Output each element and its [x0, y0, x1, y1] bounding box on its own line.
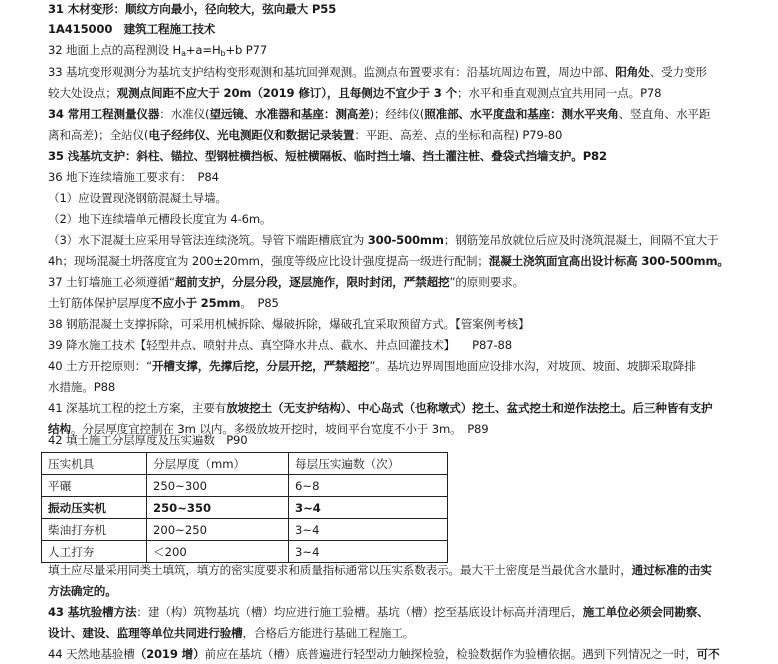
table-row [42, 497, 448, 519]
text: ；钢筋笼吊放就位后应及时浇筑混凝土，间隔不宜大于 [443, 233, 719, 247]
text: ，合格后方能进行基础工程施工。 [242, 626, 415, 640]
item-36 [48, 167, 219, 187]
bold-text: 设计、建设、监理等单位共同进行验槽 [48, 626, 243, 640]
text: 前应在基坑（槽）底普遍进行轻型动力触探检验，检验数据作为验槽依据。遇到下列情况之一时， [204, 647, 697, 661]
text: 37 土钉墙施工必须遵循“ [48, 275, 175, 289]
table-cell: 平碾 [42, 475, 147, 497]
table-header-cell: 分层厚度（mm） [147, 453, 289, 475]
subscript-b: b [220, 49, 226, 58]
item-42 [48, 430, 248, 450]
table-cell: 振动压实机 [42, 497, 147, 519]
text: ；水平和垂直观测点宜共用同一点。P78 [456, 86, 662, 100]
table-cell: 6~8 [289, 475, 448, 497]
item-36-2-text: （2）地下连续墙单元槽段长度宜为 4-6m。 [48, 212, 272, 226]
fill-note-line2 [48, 581, 117, 601]
text: 、竖直角、水平距 [618, 107, 711, 121]
item-35-text: 35 浅基坑支护：斜柱、锚拉、型钢桩横挡板、短桩横隔板、临时挡土墙、挡土灌注桩、叠袋式挡墙支护。P82 [48, 149, 607, 163]
item-37 [48, 272, 524, 292]
text: 水措施。P88 [48, 380, 116, 394]
table-cell: 250~300 [147, 475, 289, 497]
item-36-1 [48, 188, 227, 208]
item-36-1-text: （1）应设置现浇钢筋混凝土导墙。 [48, 191, 227, 205]
item-32-part: 32 地面上点的高程测设 H [48, 43, 182, 57]
text: ”。基坑边界周围地面应设排水沟，对坡顶、坡面、坡脚采取降排 [369, 359, 696, 373]
item-37-cont [48, 293, 279, 313]
table-header-cell: 每层压实遍数（次） [289, 453, 448, 475]
item-36-text: 36 地下连续墙施工要求有： P84 [48, 170, 219, 184]
item-38-text: 38 钢筋混凝土支撑拆除，可采用机械拆除、爆破拆除，爆破孔宜采取预留方式。【管案例考核】 [48, 317, 530, 331]
item-40 [48, 356, 696, 376]
item-44 [48, 644, 720, 664]
section-heading-text: 1A415000 建筑工程施工技术 [48, 22, 216, 36]
table-cell: 200~250 [147, 519, 289, 541]
table-cell: 3~4 [289, 497, 448, 519]
bold-text: 不应小于 25mm [151, 296, 241, 310]
bold-text: （2019 增） [134, 647, 205, 661]
bold-text: 施工单位必须会同勘察、 [582, 605, 709, 619]
text: ：水准仪( [159, 107, 210, 121]
bold-text: 结构 [48, 422, 71, 436]
subscript-a: a [181, 49, 186, 58]
item-31-text: 31 木材变形：顺纹方向最小，径向较大，弦向最大 P55 [48, 2, 337, 16]
item-43 [48, 602, 709, 622]
text: 方法确定的。 [48, 584, 117, 598]
table-cell: 3~4 [289, 541, 448, 563]
item-32-part: +b P77 [225, 43, 268, 57]
bold-text: 阳角处 [615, 65, 650, 79]
bold-text: 混凝土浇筑面宜高出设计标高 300-500mm。 [488, 254, 729, 268]
bold-text: 望远镜、水准器和基座：测高差 [209, 107, 370, 121]
text: 土钉筋体保护层厚度 [48, 296, 151, 310]
table-cell: 柴油打夯机 [42, 519, 147, 541]
item-41 [48, 398, 713, 418]
text: 填土应尽量采用同类土填筑，填方的密实度要求和质量指标通常以压实系数表示。最大干土密度是当最优含水量时， [48, 563, 632, 577]
item-32 [48, 40, 267, 64]
text: ：建（构）筑物基坑（槽）均应进行施工验槽。基坑（槽）挖至基底设计标高并清理后， [136, 605, 583, 619]
table-row [42, 475, 448, 497]
item-33-line1 [48, 62, 707, 82]
item-36-3-cont [48, 251, 729, 271]
item-43-cont [48, 623, 414, 643]
bold-text: 通过标准的击实 [631, 563, 712, 577]
bold-text: 电子经纬仪、光电测距仪和数据记录装置 [148, 128, 355, 142]
item-40-cont [48, 377, 115, 397]
item-36-2 [48, 209, 272, 229]
text: 40 土方开挖原则：“ [48, 359, 152, 373]
item-31 [48, 0, 336, 19]
bold-text: 照准部、水平度盘和基座：测水平夹角 [424, 107, 619, 121]
text: 、受力变形 [649, 65, 707, 79]
text: 44 天然地基验槽 [48, 647, 135, 661]
table-header-cell: 压实机具 [42, 453, 147, 475]
bold-text: 34 常用工程测量仪器 [48, 107, 160, 121]
bold-text: 观测点间距不应大于 20m（2019 修订），且每侧边不宜少于 3 个 [116, 86, 457, 100]
bold-text: 300-500mm [367, 233, 444, 247]
table-cell: 250~350 [147, 497, 289, 519]
bold-text: 43 基坑验槽方法 [48, 605, 137, 619]
table-row [42, 519, 448, 541]
item-36-3 [48, 230, 718, 250]
text: 33 基坑变形观测分为基坑支护结构变形观测和基坑回弹观测。监测点布置要求有：沿基坑周边布置，周边中部、 [48, 65, 616, 79]
text: 。分层厚度宜控制在 3m 以内。多级放坡开挖时，坡间平台宽度不小于 3m。 P89 [70, 422, 489, 436]
text: 4h；现场混凝土坍落度宜为 200±20mm，强度等级应比设计强度提高一级进行配制； [48, 254, 489, 268]
text: 41 深基坑工程的挖土方案，主要有 [48, 401, 227, 415]
text: （3）水下混凝土应采用导管法连续浇筑。导管下端距槽底宜为 [48, 233, 368, 247]
table-cell: ＜200 [147, 541, 289, 563]
section-heading [48, 19, 215, 39]
bold-text: 开槽支撑，先撑后挖，分层开挖，严禁超挖 [151, 359, 370, 373]
text: )；经纬仪( [369, 107, 425, 121]
compaction-table [41, 452, 448, 563]
table-cell: 人工打夯 [42, 541, 147, 563]
bold-text: 可不 [696, 647, 720, 661]
text: 离和高差)；全站仪( [48, 128, 149, 142]
table-header-row [42, 453, 448, 475]
item-38 [48, 314, 529, 334]
item-35 [48, 146, 607, 166]
item-39 [48, 335, 512, 355]
table-cell: 3~4 [289, 519, 448, 541]
item-32-part: +a=H [185, 43, 221, 57]
item-39-text: 39 降水施工技术【轻型井点、喷射井点、真空降水井点、截水、井点回灌技术】 P87-88 [48, 338, 512, 352]
item-42-text: 42 填土施工分层厚度及压实遍数 P90 [48, 433, 248, 447]
text: ”的原则要求。 [449, 275, 525, 289]
item-34-line1 [48, 104, 710, 124]
item-33-line2 [48, 83, 661, 103]
text: ：平距、高差、点的坐标和高程) P79-80 [354, 128, 563, 142]
bold-text: 超前支护，分层分段，逐层施作，限时封闭，严禁超挖 [174, 275, 450, 289]
text: 较大处设点； [48, 86, 117, 100]
fill-note-line1 [48, 560, 712, 580]
item-34-line2 [48, 125, 562, 145]
bold-text: 放坡挖土（无支护结构）、中心岛式（也称墩式）挖土、盆式挖土和逆作法挖土。后三种皆有支护 [226, 401, 713, 415]
text: 。 P85 [240, 296, 279, 310]
